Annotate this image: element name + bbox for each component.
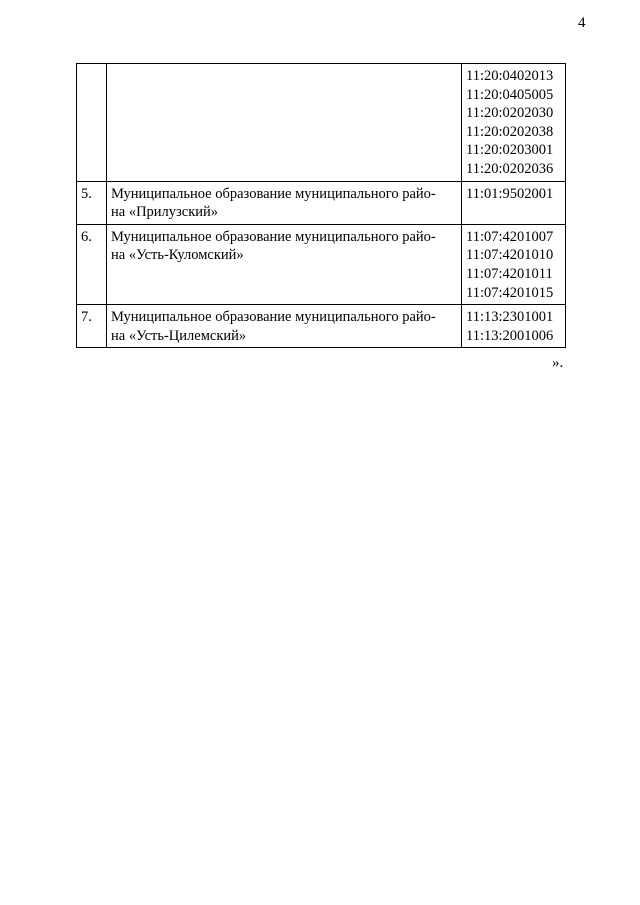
closing-quote-mark: ».: [552, 355, 564, 371]
cadastral-code: 11:20:0202038: [466, 123, 554, 140]
cadastral-codes: [462, 305, 566, 348]
row-number: [77, 64, 107, 182]
row-number: 6.: [77, 224, 107, 304]
municipality-name: [107, 64, 462, 182]
municipality-name-line: на «Прилузский»: [111, 204, 219, 221]
cadastral-codes: [462, 224, 566, 304]
cadastral-code: 11:20:0202030: [466, 105, 554, 122]
municipality-name-line: Муниципальное образование муниципального райо-: [111, 185, 436, 202]
cadastral-code: 11:07:4201007: [466, 228, 554, 245]
municipality-name: [107, 305, 462, 348]
cadastral-code: 11:13:2301001: [466, 309, 554, 326]
table-row: [77, 64, 566, 182]
cadastral-code: 11:13:2001006: [466, 327, 554, 344]
row-number: 5.: [77, 181, 107, 224]
cadastral-code: 11:07:4201010: [466, 247, 554, 264]
cadastral-code: 11:20:0405005: [466, 86, 554, 103]
cadastral-code: 11:01:9502001: [466, 185, 554, 202]
municipality-name-line: Муниципальное образование муниципального райо-: [111, 309, 436, 326]
cadastral-code: 11:07:4201011: [466, 265, 553, 282]
cadastral-code: 11:20:0203001: [466, 142, 554, 159]
cadastral-codes: [462, 181, 566, 224]
cadastral-codes: [462, 64, 566, 182]
cadastral-code: 11:20:0202036: [466, 160, 554, 177]
municipality-name: [107, 224, 462, 304]
municipality-name-line: на «Усть-Цилемский»: [111, 327, 247, 344]
municipality-name: [107, 181, 462, 224]
cadastral-table: [76, 63, 566, 348]
page-number: 4: [578, 15, 586, 31]
table-row: [77, 224, 566, 304]
municipality-name-line: на «Усть-Куломский»: [111, 247, 244, 264]
table-row: [77, 305, 566, 348]
table-row: [77, 181, 566, 224]
row-number: 7.: [77, 305, 107, 348]
cadastral-code: 11:20:0402013: [466, 68, 554, 84]
municipality-name-line: Муниципальное образование муниципального райо-: [111, 228, 436, 245]
cadastral-code: 11:07:4201015: [466, 284, 554, 301]
